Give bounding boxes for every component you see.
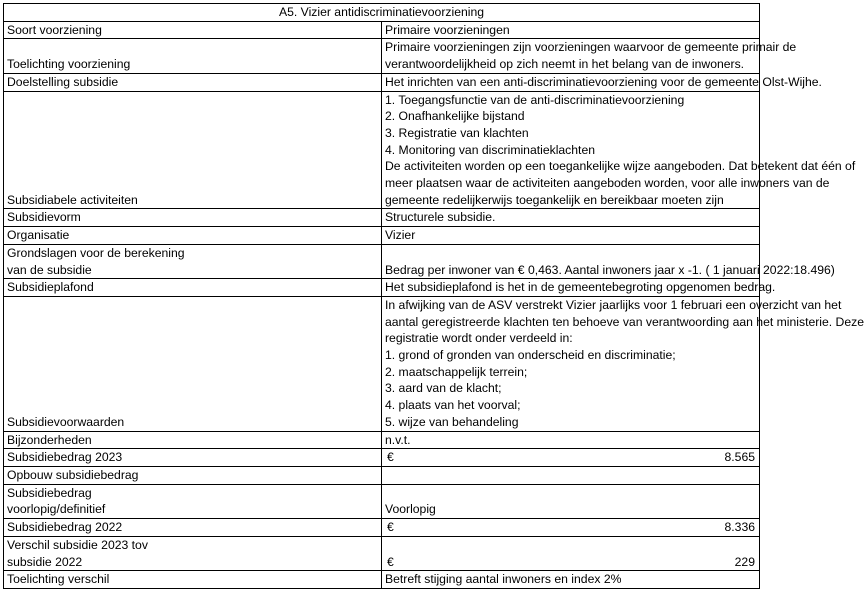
amount-cell [385,554,756,571]
subsidy-table [3,3,864,589]
table-row [4,296,760,431]
row-label-verschil [4,536,382,570]
amount-cell [385,519,756,536]
text-line: Primaire voorzieningen zijn voorzieningen waarvoor de gemeente primair de [385,40,797,55]
row-value-voorlopig: Voorlopig [382,484,760,518]
row-label-grondslagen [4,244,382,278]
label-line: voorlopig/definitief [7,502,106,517]
text-line: meer plaatsen waar de activiteiten aangeboden worden, voor alle inwoners van de [385,176,830,191]
row-label-opbouw: Opbouw subsidiebedrag [4,466,382,484]
row-value-opbouw [382,466,760,484]
label-line: Grondslagen voor de berekening [7,245,185,260]
amount-value: 8.565 [724,450,755,465]
text-line: 2. maatschappelijk terrein; [385,364,528,379]
table-row [4,431,760,449]
table-row [4,466,760,484]
table-row [4,244,760,278]
row-label-plafond: Subsidieplafond [4,279,382,297]
text-line: 3. Registratie van klachten [385,125,529,140]
row-label-voorwaarden: Subsidievoorwaarden [4,296,382,431]
text-line: 4. Monitoring van discriminatieklachten [385,142,595,157]
table-title: A5. Vizier antidiscriminatievoorziening [4,4,760,22]
table-row [4,279,760,297]
currency-symbol: € [387,520,394,535]
label-line: van de subsidie [7,262,92,277]
text-line: aantal geregistreerde klachten ten behoeve van verantwoording aan het ministerie. Deze [385,314,864,329]
table-row [4,484,760,518]
row-label-bedrag2022: Subsidiebedrag 2022 [4,519,382,537]
label-line: Subsidiebedrag [7,485,92,500]
text-line: In afwijking van de ASV verstrekt Vizier jaarlijks voor 1 februari een overzicht van het [385,297,842,312]
row-value-soort: Primaire voorzieningen [382,21,760,39]
row-value-doelstelling: Het inrichten van een anti-discriminatievoorziening voor de gemeente Olst-Wijhe. [382,73,760,91]
row-value-toelichting-verschil: Betreft stijging aantal inwoners en index 2% [382,571,760,589]
label-line: subsidie 2022 [7,554,83,569]
row-label-doelstelling: Doelstelling subsidie [4,73,382,91]
row-value-grondslagen: Bedrag per inwoner van € 0,463. Aantal inwoners jaar x -1. ( 1 januari 2022:18.496) [382,244,760,278]
table-row [4,571,760,589]
table-row [4,519,760,537]
text-line: De activiteiten worden op een toegankelijke wijze aangeboden. Dat betekent dat één of [385,159,856,174]
row-label-toelichting-verschil: Toelichting verschil [4,571,382,589]
label-line: Verschil subsidie 2023 tov [7,537,148,552]
row-label-vorm: Subsidievorm [4,209,382,227]
row-label-soort: Soort voorziening [4,21,382,39]
row-value-verschil [382,536,760,570]
row-label-organisatie: Organisatie [4,227,382,245]
text-line: verantwoordelijkheid op zich neemt in het belang van de inwoners. [385,57,745,72]
row-label-toelichting: Toelichting voorziening [4,39,382,73]
row-value-bedrag2023 [382,449,760,467]
text-line: 1. grond of gronden van onderscheid en discriminatie; [385,348,676,363]
table-row [4,73,760,91]
row-label-activiteiten: Subsidiabele activiteiten [4,91,382,209]
text-line: gemeente redelijkerwijs toegankelijk en bereikbaar moeten zijn [385,192,724,207]
table-row [4,209,760,227]
text-line: 5. wijze van behandeling [385,414,519,429]
subsidy-sheet [3,3,864,589]
amount-cell [385,449,756,466]
text-line: 1. Toegangsfunctie van de anti-discriminatievoorziening [385,92,685,107]
row-label-bijzonderheden: Bijzonderheden [4,431,382,449]
text-line: 2. Onafhankelijke bijstand [385,109,525,124]
table-row [4,21,760,39]
row-value-organisatie: Vizier [382,227,760,245]
row-value-bedrag2022 [382,519,760,537]
row-value-toelichting [382,39,797,73]
currency-symbol: € [387,554,394,569]
amount-value: 8.336 [724,520,755,535]
amount-value: 229 [734,554,755,569]
row-value-bijzonderheden: n.v.t. [382,431,760,449]
text-line: 4. plaats van het voorval; [385,398,521,413]
text-line: registratie wordt onder verdeeld in: [385,331,573,346]
table-row [4,536,760,570]
title-row [4,4,760,22]
table-row [4,449,760,467]
row-label-voorlopig [4,484,382,518]
row-label-bedrag2023: Subsidiebedrag 2023 [4,449,382,467]
text-line: 3. aard van de klacht; [385,381,502,396]
row-value-activiteiten [382,91,856,209]
row-value-vorm: Structurele subsidie. [382,209,760,227]
table-row [4,227,760,245]
table-row [4,39,760,73]
table-row [4,91,760,209]
row-value-plafond: Het subsidieplafond is het in de gemeentebegroting opgenomen bedrag. [382,279,760,297]
row-value-voorwaarden [382,296,864,431]
currency-symbol: € [387,450,394,465]
